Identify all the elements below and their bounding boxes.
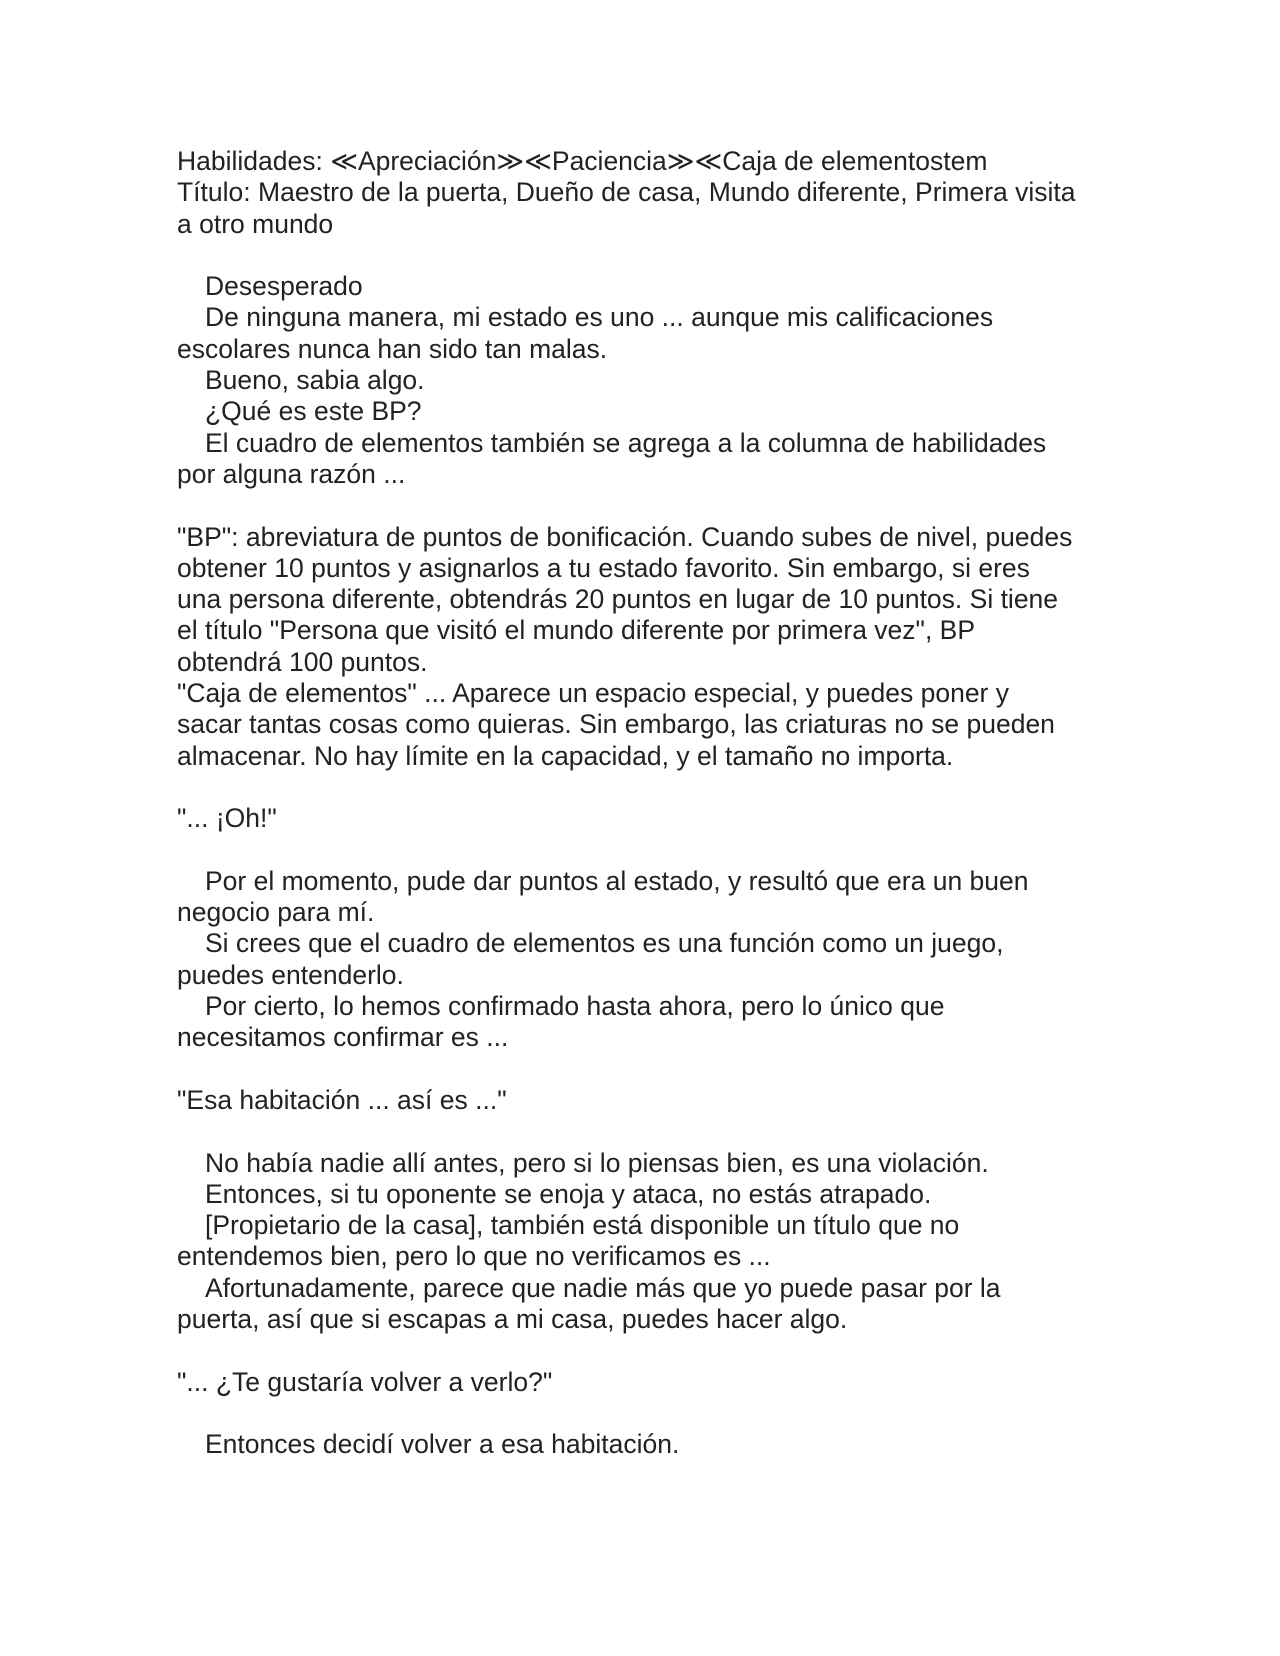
blank-line bbox=[177, 240, 1117, 271]
text-line: puedes entenderlo. bbox=[177, 959, 404, 990]
text-line: negocio para mí. bbox=[177, 897, 375, 928]
blank-line bbox=[177, 490, 1117, 521]
text-line: necesitamos confirmar es ... bbox=[177, 1022, 509, 1053]
text-line: El cuadro de elementos también se agrega a la columna de habilidades bbox=[205, 427, 1047, 458]
text-line: entendemos bien, pero lo que no verificamos es ... bbox=[177, 1241, 771, 1272]
blank-line bbox=[177, 1398, 1117, 1429]
text-line: "... ¡Oh!" bbox=[177, 803, 277, 834]
text-line: obtendrá 100 puntos. bbox=[177, 646, 428, 677]
text-line: "... ¿Te gustaría volver a verlo?" bbox=[177, 1366, 553, 1397]
blank-line bbox=[177, 1335, 1117, 1366]
text-line: ¿Qué es este BP? bbox=[205, 396, 422, 427]
blank-line bbox=[177, 772, 1117, 803]
text-line: "BP": abreviatura de puntos de bonificación. Cuando subes de nivel, puedes bbox=[177, 521, 1073, 552]
text-line: escolares nunca han sido tan malas. bbox=[177, 333, 608, 364]
text-line: Por el momento, pude dar puntos al estado, y resultó que era un buen bbox=[205, 865, 1029, 896]
blank-line bbox=[177, 1054, 1117, 1085]
text-line: obtener 10 puntos y asignarlos a tu estado favorito. Sin embargo, si eres bbox=[177, 552, 1030, 583]
text-line: una persona diferente, obtendrás 20 puntos en lugar de 10 puntos. Si tiene bbox=[177, 584, 1059, 615]
text-line: puerta, así que si escapas a mi casa, puedes hacer algo. bbox=[177, 1303, 848, 1334]
text-line: Entonces, si tu oponente se enoja y ataca, no estás atrapado. bbox=[205, 1178, 932, 1209]
text-line: Desesperado bbox=[205, 271, 363, 302]
text-line: Entonces decidí volver a esa habitación. bbox=[205, 1429, 680, 1460]
text-line: Afortunadamente, parece que nadie más que yo puede pasar por la bbox=[205, 1272, 1001, 1303]
text-line: sacar tantas cosas como quieras. Sin embargo, las criaturas no se pueden bbox=[177, 709, 1055, 740]
text-line: Título: Maestro de la puerta, Dueño de casa, Mundo diferente, Primera visita bbox=[177, 177, 1076, 208]
text-line: Si crees que el cuadro de elementos es una función como un juego, bbox=[205, 928, 1004, 959]
text-line: Habilidades: ≪Apreciación≫≪Paciencia≫≪Caja de elementostem bbox=[177, 146, 988, 176]
text-line: De ninguna manera, mi estado es uno ... aunque mis calificaciones bbox=[205, 302, 994, 333]
text-line: por alguna razón ... bbox=[177, 458, 406, 489]
text-line: "Caja de elementos" ... Aparece un espacio especial, y puedes poner y bbox=[177, 678, 1009, 709]
text-line: Por cierto, lo hemos confirmado hasta ahora, pero lo único que bbox=[205, 991, 945, 1022]
blank-line bbox=[177, 1116, 1117, 1147]
text-line: "Esa habitación ... así es ..." bbox=[177, 1084, 507, 1115]
text-line: el título "Persona que visitó el mundo diferente por primera vez", BP bbox=[177, 615, 976, 646]
document-page bbox=[177, 146, 1117, 1460]
text-line: No había nadie allí antes, pero si lo piensas bien, es una violación. bbox=[205, 1147, 989, 1178]
text-line: Bueno, sabia algo. bbox=[205, 365, 425, 396]
text-line: [Propietario de la casa], también está disponible un título que no bbox=[205, 1210, 960, 1241]
text-line: a otro mundo bbox=[177, 208, 334, 239]
blank-line bbox=[177, 835, 1117, 866]
text-line: almacenar. No hay límite en la capacidad, y el tamaño no importa. bbox=[177, 740, 954, 771]
